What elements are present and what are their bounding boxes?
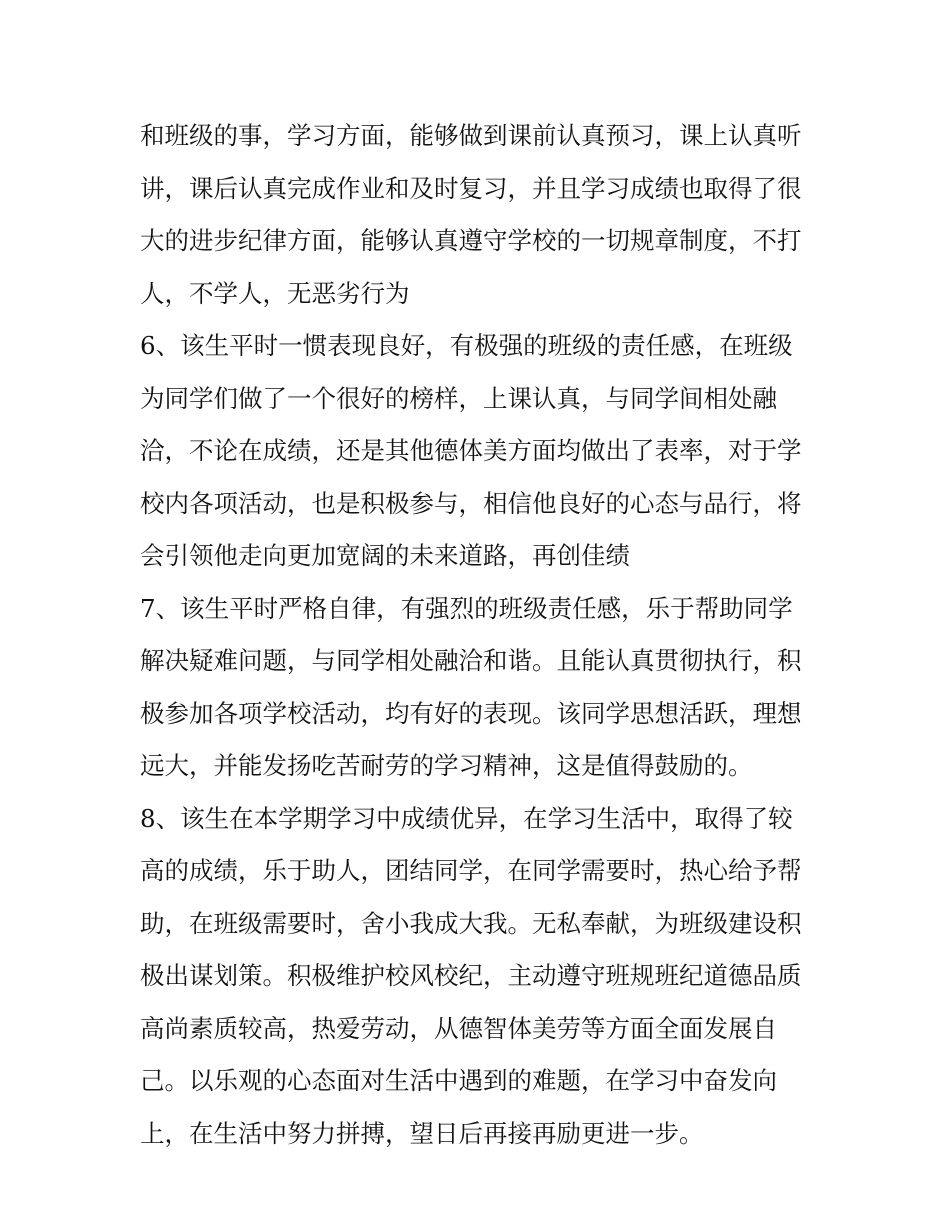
text-line: 8、该生在本学期学习中成绩优异，在学习生活中，取得了较	[140, 803, 793, 833]
text-line: 校内各项活动，也是积极参与，相信他良好的心态与品行，将	[140, 488, 802, 518]
text-line: 高尚素质较高，热爱劳动，从德智体美劳等方面全面发展自	[140, 1013, 777, 1043]
text-line: 大的进步纪律方面，能够认真遵守学校的一切规章制度，不打	[140, 226, 802, 255]
text-line: 远大，并能发扬吃苦耐劳的学习精神，这是值得鼓励的。	[140, 751, 753, 780]
text-line: 6、该生平时一惯表现良好，有极强的班级的责任感，在班级	[140, 331, 793, 360]
text-line: 和班级的事，学习方面，能够做到课前认真预习，课上认真听	[140, 121, 802, 150]
text-line: 助，在班级需要时，舍小我成大我。无私奉献，为班级建设积	[140, 908, 802, 938]
text-line: 7、该生平时严格自律，有强烈的班级责任感，乐于帮助同学	[140, 593, 793, 623]
text-line: 己。以乐观的心态面对生活中遇到的难题，在学习中奋发向	[140, 1066, 777, 1095]
text-line: 洽，不论在成绩，还是其他德体美方面均做出了表率，对于学	[140, 436, 802, 465]
text-line: 上，在生活中努力拼搏，望日后再接再励更进一步。	[140, 1118, 704, 1148]
text-line: 极参加各项学校活动，均有好的表现。该同学思想活跃，理想	[140, 698, 802, 728]
text-line: 会引领他走向更加宽阔的未来道路，再创佳绩	[140, 541, 630, 570]
text-line: 高的成绩，乐于助人，团结同学，在同学需要时，热心给予帮	[140, 856, 802, 885]
text-line: 讲，课后认真完成作业和及时复习，并且学习成绩也取得了很	[140, 173, 802, 203]
text-line: 极出谋划策。积极维护校风校纪，主动遵守班规班纪道德品质	[140, 961, 802, 990]
text-line: 人，不学人，无恶劣行为	[140, 278, 410, 308]
text-line: 为同学们做了一个很好的榜样，上课认真，与同学间相处融	[140, 383, 777, 413]
text-line: 解决疑难问题，与同学相处融洽和谐。且能认真贯彻执行，积	[140, 646, 802, 675]
body-text	[140, 110, 820, 1160]
